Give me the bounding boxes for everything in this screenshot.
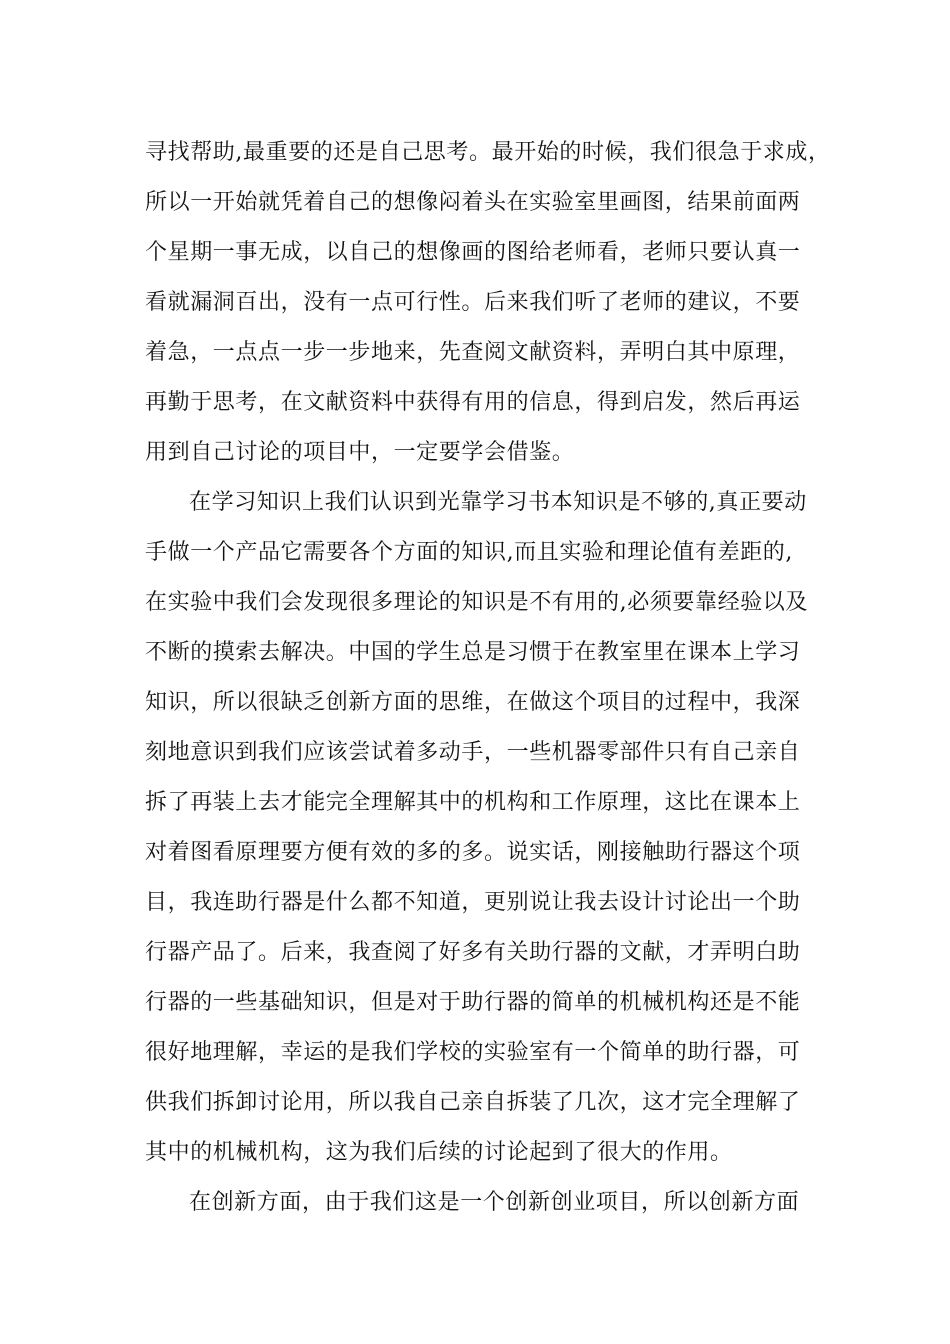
text-line: 目，我连助行器是什么都不知道，更别说让我去设计讨论出一个助 bbox=[145, 890, 801, 915]
text-line: 着急，一点点一步一步地来，先查阅文献资料，弄明白其中原理， bbox=[145, 340, 801, 365]
text-line: 其中的机械机构，这为我们后续的讨论起到了很大的作用。 bbox=[145, 1140, 733, 1165]
text-line: 所以一开始就凭着自己的想像闷着头在实验室里画图，结果前面两 bbox=[145, 190, 801, 215]
text-line: 个星期一事无成，以自己的想像画的图给老师看，老师只要认真一 bbox=[145, 240, 801, 265]
text-line: 寻找帮助,最重要的还是自己思考。最开始的时候，我们很急于求成， bbox=[145, 140, 831, 165]
text-line: 用到自己讨论的项目中，一定要学会借鉴。 bbox=[145, 440, 575, 465]
text-line: 不断的摸索去解决。中国的学生总是习惯于在教室里在课本上学习 bbox=[145, 640, 801, 665]
text-line: 供我们拆卸讨论用，所以我自己亲自拆装了几次，这才完全理解了 bbox=[145, 1090, 801, 1115]
paragraph-start-line: 在学习知识上我们认识到光靠学习书本知识是不够的,真正要动 bbox=[189, 490, 807, 515]
text-line: 手做一个产品它需要各个方面的知识,而且实验和理论值有差距的, bbox=[145, 540, 793, 565]
text-line: 刻地意识到我们应该尝试着多动手，一些机器零部件只有自己亲自 bbox=[145, 740, 801, 765]
paragraph-start-line: 在创新方面，由于我们这是一个创新创业项目，所以创新方面 bbox=[189, 1190, 800, 1215]
text-line: 再勤于思考，在文献资料中获得有用的信息，得到启发，然后再运 bbox=[145, 390, 801, 415]
text-line: 在实验中我们会发现很多理论的知识是不有用的,必须要靠经验以及 bbox=[145, 590, 808, 615]
text-line: 行器的一些基础知识，但是对于助行器的简单的机械机构还是不能 bbox=[145, 990, 801, 1015]
text-line: 对着图看原理要方便有效的多的多。说实话，刚接触助行器这个项 bbox=[145, 840, 801, 865]
text-line: 行器产品了。后来，我查阅了好多有关助行器的文献，才弄明白助 bbox=[145, 940, 801, 965]
text-line: 很好地理解，幸运的是我们学校的实验室有一个简单的助行器，可 bbox=[145, 1040, 801, 1065]
text-line: 拆了再装上去才能完全理解其中的机构和工作原理，这比在课本上 bbox=[145, 790, 801, 815]
document-body bbox=[145, 128, 831, 1228]
text-line: 看就漏洞百出，没有一点可行性。后来我们听了老师的建议，不要 bbox=[145, 290, 801, 315]
text-line: 知识，所以很缺乏创新方面的思维，在做这个项目的过程中，我深 bbox=[145, 690, 801, 715]
